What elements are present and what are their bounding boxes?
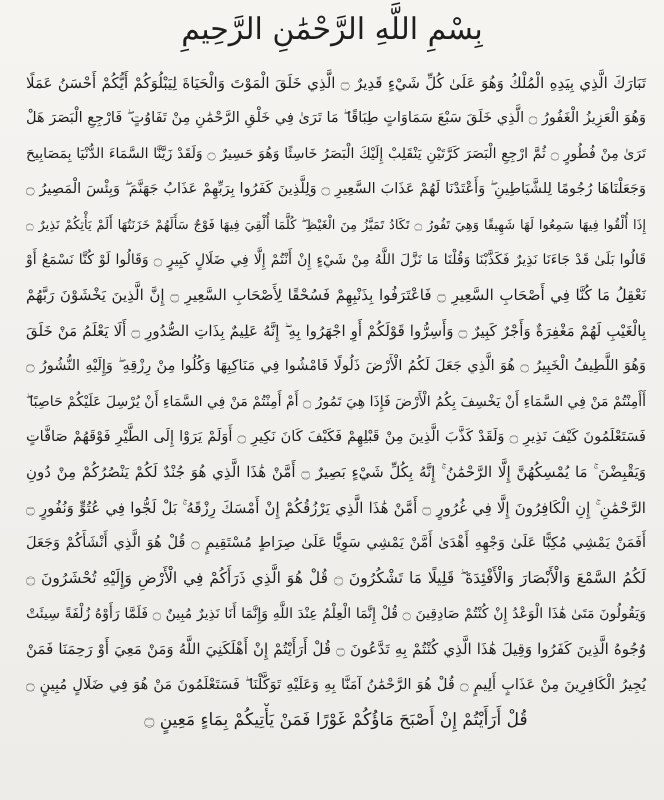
verse-line-17: وُجُوهُ الَّذِينَ كَفَرُوا وَقِيلَ هَٰذَا الَّذِي كُنْتُمْ بِهِ تَدَّعُونَ ۝ قُلْ أَرَأَيْتُمْ إِنْ أَهْلَكَنِيَ اللَّهُ وَمَنْ مَعِيَ أَوْ رَحِمَنَا فَمَنْ	[26, 640, 647, 659]
basmala-heading: بِسْمِ اللَّهِ الرَّحْمَٰنِ الرَّحِيمِ	[181, 12, 483, 47]
verse-line-10: أَأَمِنْتُمْ مَنْ فِي السَّمَاءِ أَنْ يَخْسِفَ بِكُمُ الْأَرْضَ فَإِذَا هِيَ تَمُورُ ۝ أَمْ أَمِنْتُمْ مَنْ فِي السَّمَاءِ أَنْ يُرْسِلَ عَلَيْكُمْ حَاصِبًا ۖ	[25, 393, 646, 410]
verse-line-3: تَرَىٰ مِنْ فُطُورٍ ۝ ثُمَّ ارْجِعِ الْبَصَرَ كَرَّتَيْنِ يَنْقَلِبْ إِلَيْكَ الْبَصَرُ خَاسِئًا وَهُوَ حَسِيرٌ ۝ وَلَقَدْ زَيَّنَّا السَّمَاءَ الدُّنْيَا بِمَصَابِيحَ	[26, 145, 647, 162]
verse-line-2: وَهُوَ الْعَزِيزُ الْغَفُورُ ۝ الَّذِي خَلَقَ سَبْعَ سَمَاوَاتٍ طِبَاقًا ۖ مَا تَرَىٰ فِي خَلْقِ الرَّحْمَٰنِ مِنْ تَفَاوُتٍ ۖ فَارْجِعِ الْبَصَرَ هَلْ	[25, 110, 646, 127]
verse-line-16: وَيَقُولُونَ مَتَىٰ هَٰذَا الْوَعْدُ إِنْ كُنْتُمْ صَادِقِينَ ۝ قُلْ إِنَّمَا الْعِلْمُ عِنْدَ اللَّهِ وَإِنَّمَا أَنَا نَذِيرٌ مُبِينٌ ۝ فَلَمَّا رَأَوْهُ زُلْفَةً سِيئَتْ	[26, 605, 646, 622]
verse-line-15: لَكُمُ السَّمْعَ وَالْأَبْصَارَ وَالْأَفْئِدَةَ ۖ قَلِيلًا مَا تَشْكُرُونَ ۝ قُلْ هُوَ الَّذِي ذَرَأَكُمْ فِي الْأَرْضِ وَإِلَيْهِ تُحْشَرُونَ ۝	[26, 569, 646, 588]
verse-lines	[0, 66, 664, 738]
verse-line-19: قُلْ أَرَأَيْتُمْ إِنْ أَصْبَحَ مَاؤُكُمْ غَوْرًا فَمَنْ يَأْتِيكُمْ بِمَاءٍ مَعِينٍ ۝	[144, 710, 528, 731]
verse-line-18: يُجِيرُ الْكَافِرِينَ مِنْ عَذَابٍ أَلِيمٍ ۝ قُلْ هُوَ الرَّحْمَٰنُ آمَنَّا بِهِ وَعَلَيْهِ تَوَكَّلْنَا ۖ فَسَتَعْلَمُونَ مَنْ هُوَ فِي ضَلَالٍ مُبِينٍ ۝	[26, 676, 646, 693]
verse-line-6: قَالُوا بَلَىٰ قَدْ جَاءَنَا نَذِيرٌ فَكَذَّبْنَا وَقُلْنَا مَا نَزَّلَ اللَّهُ مِنْ شَيْءٍ إِنْ أَنْتُمْ إِلَّا فِي ضَلَالٍ كَبِيرٍ ۝ وَقَالُوا لَوْ كُنَّا نَسْمَعُ أَوْ	[26, 251, 647, 268]
verse-line-8: بِالْغَيْبِ لَهُمْ مَغْفِرَةٌ وَأَجْرٌ كَبِيرٌ ۝ وَأَسِرُّوا قَوْلَكُمْ أَوِ اجْهَرُوا بِهِ ۖ إِنَّهُ عَلِيمٌ بِذَاتِ الصُّدُورِ ۝ أَلَا يَعْلَمُ مَنْ خَلَقَ	[26, 321, 646, 340]
verse-line-7: نَعْقِلُ مَا كُنَّا فِي أَصْحَابِ السَّعِيرِ ۝ فَاعْتَرَفُوا بِذَنْبِهِمْ فَسُحْقًا لِأَصْحَابِ السَّعِيرِ ۝ إِنَّ الَّذِينَ يَخْشَوْنَ رَبَّهُمْ	[26, 286, 647, 305]
verse-line-5: إِذَا أُلْقُوا فِيهَا سَمِعُوا لَهَا شَهِيقًا وَهِيَ تَفُورُ ۝ تَكَادُ تَمَيَّزُ مِنَ الْغَيْظِ ۖ كُلَّمَا أُلْقِيَ فِيهَا فَوْجٌ سَأَلَهُمْ خَزَنَتُهَا أَلَمْ يَأْتِكُمْ نَذِيرٌ ۝	[26, 217, 647, 233]
verse-line-12: وَيَقْبِضْنَ ۚ مَا يُمْسِكُهُنَّ إِلَّا الرَّحْمَٰنُ ۚ إِنَّهُ بِكُلِّ شَيْءٍ بَصِيرٌ ۝ أَمَّنْ هَٰذَا الَّذِي هُوَ جُنْدٌ لَكُمْ يَنْصُرُكُمْ مِنْ دُونِ	[26, 463, 646, 482]
verse-line-14: أَفَمَنْ يَمْشِي مُكِبًّا عَلَىٰ وَجْهِهِ أَهْدَىٰ أَمَّنْ يَمْشِي سَوِيًّا عَلَىٰ صِرَاطٍ مُسْتَقِيمٍ ۝ قُلْ هُوَ الَّذِي أَنْشَأَكُمْ وَجَعَلَ	[26, 535, 647, 552]
verse-line-13: الرَّحْمَٰنِ ۚ إِنِ الْكَافِرُونَ إِلَّا فِي غُرُورٍ ۝ أَمَّنْ هَٰذَا الَّذِي يَرْزُقُكُمْ إِنْ أَمْسَكَ رِزْقَهُ ۚ بَلْ لَجُّوا فِي عُتُوٍّ وَنُفُورٍ ۝	[26, 498, 646, 517]
verse-line-11: فَسَتَعْلَمُونَ كَيْفَ نَذِيرِ ۝ وَلَقَدْ كَذَّبَ الَّذِينَ مِنْ قَبْلِهِمْ فَكَيْفَ كَانَ نَكِيرِ ۝ أَوَلَمْ يَرَوْا إِلَى الطَّيْرِ فَوْقَهُمْ صَافَّاتٍ	[26, 428, 646, 445]
verse-line-9: وَهُوَ اللَّطِيفُ الْخَبِيرُ ۝ هُوَ الَّذِي جَعَلَ لَكُمُ الْأَرْضَ ذَلُولًا فَامْشُوا فِي مَنَاكِبِهَا وَكُلُوا مِنْ رِزْقِهِ ۖ وَإِلَيْهِ النُّشُورُ ۝	[26, 358, 646, 375]
verse-line-1: تَبَارَكَ الَّذِي بِيَدِهِ الْمُلْكُ وَهُوَ عَلَىٰ كُلِّ شَيْءٍ قَدِيرٌ ۝ الَّذِي خَلَقَ الْمَوْتَ وَالْحَيَاةَ لِيَبْلُوَكُمْ أَيُّكُمْ أَحْسَنُ عَمَلًا	[26, 74, 646, 92]
verse-line-4: وَجَعَلْنَاهَا رُجُومًا لِلشَّيَاطِينِ ۖ وَأَعْتَدْنَا لَهُمْ عَذَابَ السَّعِيرِ ۝ وَلِلَّذِينَ كَفَرُوا بِرَبِّهِمْ عَذَابُ جَهَنَّمَ ۖ وَبِئْسَ الْمَصِيرُ ۝	[26, 181, 647, 198]
